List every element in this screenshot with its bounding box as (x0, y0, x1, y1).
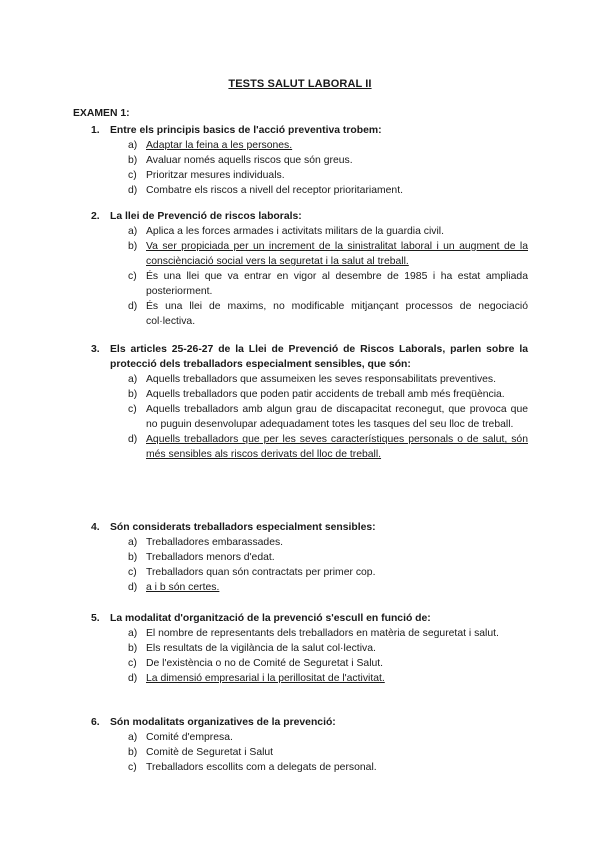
question-text: Són modalitats organizatives de la prevenció: (110, 717, 336, 728)
option-text: Comité d'empresa. (146, 732, 233, 743)
option-b (128, 239, 528, 269)
question-text: Són considerats treballadors especialment sensibles: (110, 522, 376, 533)
option-d (128, 299, 528, 329)
question-text: La modalitat d'organització de la prevenció s'escull en funció de: (110, 613, 431, 624)
option-text: Avaluar només aquells riscos que són greus. (146, 155, 353, 166)
option-text: És una llei de maxims, no modificable mitjançant processos de negociació col·lectiva. (146, 301, 528, 327)
option-letter: b) (128, 643, 138, 654)
option-d (128, 671, 528, 686)
option-text: Aplica a les forces armades i activitats militars de la guardia civil. (146, 226, 444, 237)
question-text: Els articles 25-26-27 de la Llei de Prevenció de Riscos Laborals, parlen sobre la protecció dels treballadors especialment sensibles, que són: (110, 344, 528, 370)
option-letter: b) (128, 241, 138, 252)
option-letter: c) (128, 271, 137, 282)
option-letter: b) (128, 552, 138, 563)
option-letter: d) (128, 673, 138, 684)
option-text-correct: Va ser propiciada per un increment de la sinistralitat laboral i un augment de la consciènciació social vers la seguretat i la salut al treball. (146, 241, 528, 267)
option-b (128, 641, 528, 656)
option-letter: b) (128, 747, 138, 758)
option-c (128, 565, 528, 580)
option-a (128, 535, 528, 550)
option-letter: d) (128, 582, 138, 593)
option-c (128, 760, 528, 775)
option-text: Prioritzar mesures individuals. (146, 170, 285, 181)
option-letter: d) (128, 434, 138, 445)
question-1 (91, 123, 528, 198)
option-text: Aquells treballadors que assumeixen les seves responsabilitats preventives. (146, 374, 497, 385)
option-letter: c) (128, 404, 137, 415)
question-number: 3. (91, 344, 100, 355)
option-b (128, 550, 528, 565)
option-text: Comitè de Seguretat i Salut (146, 747, 274, 758)
option-text: Aquells treballadors amb algun grau de discapacitat reconegut, que provoca que no puguin desenvolupar adequadament totes les tasques del seu lloc de treball. (146, 404, 528, 430)
option-b (128, 387, 528, 402)
option-text: És una llei que va entrar en vigor al desembre de 1985 i ha estat ampliada posteriorment. (146, 271, 528, 297)
question-4 (91, 520, 528, 595)
option-a (128, 626, 528, 641)
option-c (128, 402, 528, 432)
option-text: Aquells treballadors que poden patir accidents de treball amb més freqüència. (146, 389, 505, 400)
question-number: 2. (91, 211, 100, 222)
question-text: Entre els principis basics de l'acció preventiva trobem: (110, 125, 382, 136)
option-c (128, 269, 528, 299)
option-d (128, 432, 528, 462)
option-text-correct: a i b són certes. (146, 582, 220, 593)
option-letter: b) (128, 389, 138, 400)
option-letter: b) (128, 155, 138, 166)
option-text: Treballadores embarassades. (146, 537, 284, 548)
option-a (128, 224, 528, 239)
question-3 (91, 342, 528, 462)
option-d (128, 183, 528, 198)
option-a (128, 372, 528, 387)
option-letter: d) (128, 185, 138, 196)
question-number: 1. (91, 125, 100, 136)
option-text: Els resultats de la vigilància de la salut col·lectiva. (146, 643, 376, 654)
option-letter: a) (128, 374, 138, 385)
option-letter: a) (128, 628, 138, 639)
option-letter: a) (128, 226, 138, 237)
question-6 (91, 715, 528, 775)
option-a (128, 730, 528, 745)
option-d (128, 580, 528, 595)
option-a (128, 138, 528, 153)
document-title: TESTS SALUT LABORAL II (228, 78, 372, 90)
option-letter: c) (128, 567, 137, 578)
option-letter: a) (128, 537, 138, 548)
question-2 (91, 209, 528, 329)
question-number: 4. (91, 522, 100, 533)
option-text-correct: Aquells treballadors que per les seves característiques personals o de salut, són més sensibles als riscos derivats del lloc de treball. (146, 434, 528, 460)
option-text-correct: Adaptar la feina a les persones. (146, 140, 293, 151)
option-letter: c) (128, 762, 137, 773)
option-text: Treballadors menors d'edat. (146, 552, 275, 563)
option-text: Combatre els riscos a nivell del receptor prioritariament. (146, 185, 403, 196)
option-c (128, 168, 528, 183)
option-b (128, 153, 528, 168)
option-text-correct: La dimensió empresarial i la perillositat de l'activitat. (146, 673, 385, 684)
exam-label: EXAMEN 1: (73, 108, 130, 119)
option-b (128, 745, 528, 760)
option-letter: a) (128, 732, 138, 743)
question-5 (91, 611, 528, 686)
option-letter: a) (128, 140, 138, 151)
option-text: Treballadors quan són contractats per primer cop. (146, 567, 376, 578)
question-number: 5. (91, 613, 100, 624)
option-text: Treballadors escollits com a delegats de personal. (146, 762, 377, 773)
option-letter: d) (128, 301, 138, 312)
option-text: El nombre de representants dels treballadors en matèria de seguretat i salut. (146, 628, 499, 639)
option-text: De l'existència o no de Comité de Seguretat i Salut. (146, 658, 384, 669)
option-letter: c) (128, 658, 137, 669)
option-letter: c) (128, 170, 137, 181)
question-text: La llei de Prevenció de riscos laborals: (110, 211, 302, 222)
question-number: 6. (91, 717, 100, 728)
option-c (128, 656, 528, 671)
